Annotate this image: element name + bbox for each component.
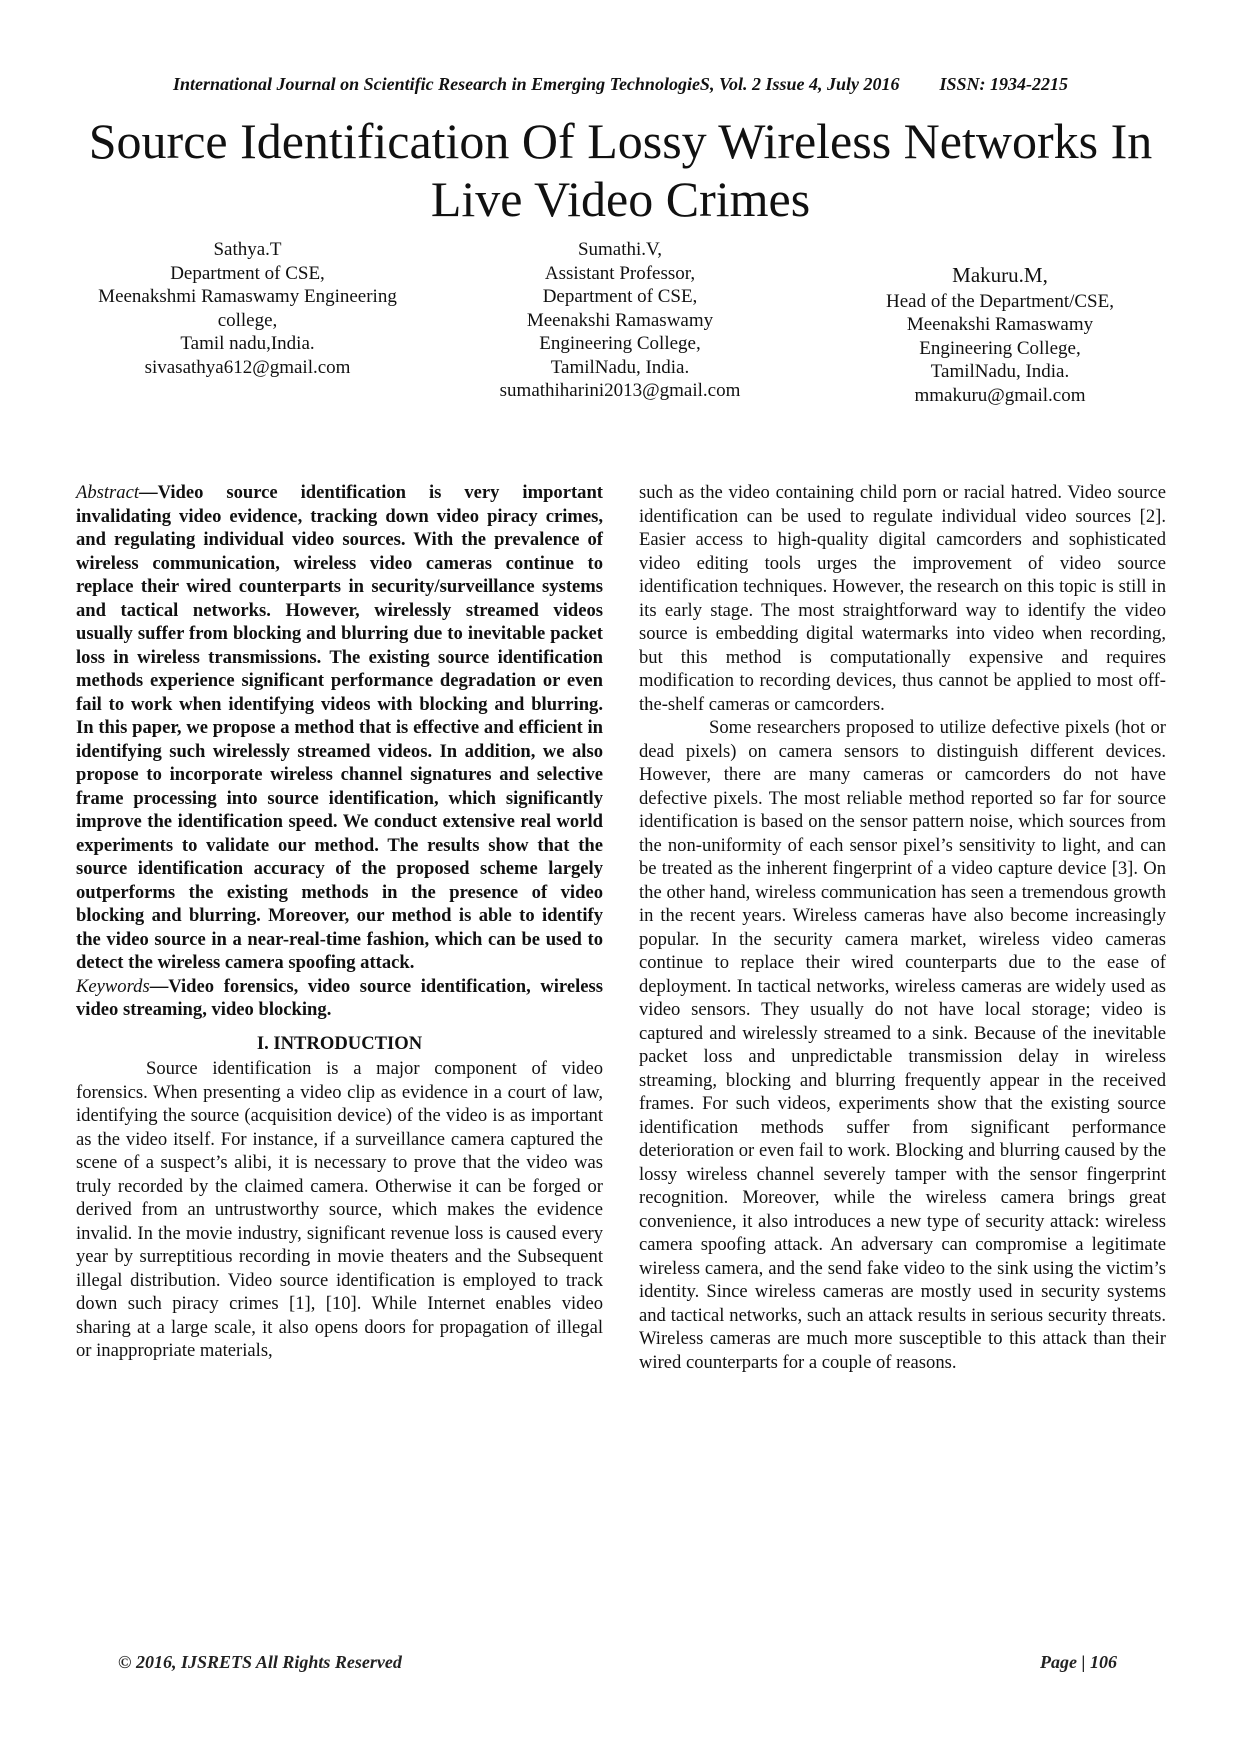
- author-department: Department of CSE,: [542, 286, 698, 307]
- author-institution-cont: college,: [217, 309, 278, 331]
- author-location: TamilNadu, India.: [930, 361, 1070, 382]
- section-heading-introduction: I. INTRODUCTION: [256, 1032, 423, 1054]
- abstract-text: —Video source identification is very important invalidating video evidence, tracking down video piracy crimes, and regulating individual video sources. With the prevalence of wireless communication, wireless video cameras continue to replace their wired counterparts in security/surveillance systems and tactical networks. However, wirelessly streamed videos usually suffer from blocking and blurring due to inevitable packet loss in wireless transmissions. The existing source identification methods experience significant performance degradation or even fail to work when identifying videos with blocking and blurring. In this paper, we propose a method that is effective and efficient in identifying such wirelessly streamed videos. In addition, we also propose to incorporate wireless channel signatures and selective frame processing into source identification, which significantly improve the identification speed. We conduct extensive real world experiments to validate our method. The results show that the source identification accuracy of the proposed scheme largely outperforms the existing methods in the presence of video blocking and blurring. Moreover, our method is able to identify the video source in a near-real-time fashion, which can be used to detect the wireless camera spoofing attack.: [76, 482, 603, 973]
- copyright-footer: © 2016, IJSRETS All Rights Reserved: [118, 1652, 402, 1672]
- intro-paragraph-2: such as the video containing child porn or racial hatred. Video source identification can be used to regulate individual video sources [2]. Easier access to high-quality digital camcorders and sophisticated video editing tools urges the improvement of video source identification techniques. However, the research on this topic is still in its early stage. The most straightforward way to identify the video source is embedding digital watermarks into video when recording, but this method is computationally expensive and requires modification to recording devices, thus cannot be applied to most off-the-shelf cameras or camcorders.: [639, 482, 1166, 715]
- left-column: [76, 481, 603, 1363]
- keywords-label: Keywords: [76, 975, 150, 997]
- author-block-1: [70, 238, 425, 379]
- title-line-1: Source Identification Of Lossy Wireless Networks In: [88, 113, 1153, 169]
- abstract-label: Abstract: [76, 482, 140, 503]
- paper-title: [40, 112, 1201, 228]
- intro-paragraph-3: Some researchers proposed to utilize defective pixels (hot or dead pixels) on camera sensors to distinguish different devices. However, there are many cameras or camcorders do not have defective pixels. The most reliable method reported so far for source identification is based on the sensor pattern noise, which sources from the non-uniformity of each sensor pixel’s sensitivity to light, and can be treated as the inherent fingerprint of a video capture device [3]. On the other hand, wireless communication has seen a tremendous growth in the recent years. Wireless cameras have also become increasingly popular. In the security camera market, wireless video cameras continue to replace their wired counterparts due to the ease of deployment. In tactical networks, wireless cameras are widely used as video sensors. They usually do not have local storage; video is captured and wirelessly streamed to a sink. Because of the inevitable packet loss and unpredictable transmission delay in wireless streaming, blocking and blurring frequently appear in the received frames. For such videos, experiments show that the existing source identification methods suffer from significant performance deterioration or even fail to work. Blocking and blurring caused by the lossy wireless channel severely tamper with the sensor fingerprint recognition. Moreover, while the wireless camera brings great convenience, it also introduces a new type of security attack: wireless camera spoofing attack. An adversary can compromise a legitimate wireless camera, and the send fake video to the sink using the victim’s identity. Since wireless cameras are mostly used in security systems and tactical networks, such an attack results in serious security threats. Wireless cameras are much more susceptible to this attack than their wired counterparts for a couple of reasons.: [639, 717, 1166, 1373]
- author-location: Tamil nadu,India.: [180, 333, 315, 354]
- intro-paragraph-1: Source identification is a major component of video forensics. When presenting a video clip as evidence in a court of law, identifying the source (acquisition device) of the video is as important as the video itself. For instance, if a surveillance camera captured the scene of a suspect’s alibi, it is necessary to prove that the video was truly recorded by the claimed camera. Otherwise it can be forged or derived from an untrustworthy source, which makes the evidence invalid. In the movie industry, significant revenue loss is caused every year by surreptitious recording in movie theaters and the Subsequent illegal distribution. Video source identification is employed to track down such piracy crimes [1], [10]. While Internet enables video sharing at a large scale, it also opens doors for propagation of illegal or inappropriate materials,: [76, 1058, 603, 1361]
- keywords: [76, 975, 603, 1022]
- author-name: Sumathi.V,: [577, 239, 663, 260]
- keywords-text: —Video forensics, video source identification, wireless video streaming, video blocking.: [76, 975, 603, 1020]
- author-block-2: [470, 238, 770, 403]
- author-institution: Meenakshi Ramaswamy: [906, 314, 1094, 335]
- author-email: sivasathya612@gmail.com: [144, 356, 351, 378]
- author-block-3: [840, 264, 1160, 407]
- author-name: Sathya.T: [213, 239, 282, 260]
- author-email: sumathiharini2013@gmail.com: [499, 380, 741, 401]
- author-department: Department of CSE,: [170, 262, 325, 284]
- author-institution-cont: Engineering College,: [919, 337, 1081, 359]
- issn: ISSN: 1934-2215: [939, 74, 1068, 94]
- journal-header: [0, 74, 1241, 95]
- author-position: Assistant Professor,: [544, 262, 696, 284]
- author-location: TamilNadu, India.: [550, 356, 690, 378]
- author-email: mmakuru@gmail.com: [914, 384, 1086, 406]
- author-name: Makuru.M,: [952, 263, 1048, 287]
- page-number: Page | 106: [1040, 1652, 1117, 1672]
- author-institution: Meenakshi Ramaswamy: [526, 309, 714, 331]
- title-line-2: Live Video Crimes: [430, 171, 811, 227]
- author-position: Head of the Department/CSE,: [886, 290, 1114, 312]
- abstract: [76, 481, 603, 975]
- journal-name: International Journal on Scientific Research in Emerging TechnologieS, Vol. 2 Issue 4, July 2016: [173, 74, 900, 94]
- right-column: [639, 481, 1166, 1374]
- author-institution-cont: Engineering College,: [539, 333, 701, 354]
- author-institution: Meenakshmi Ramaswamy Engineering: [98, 286, 397, 307]
